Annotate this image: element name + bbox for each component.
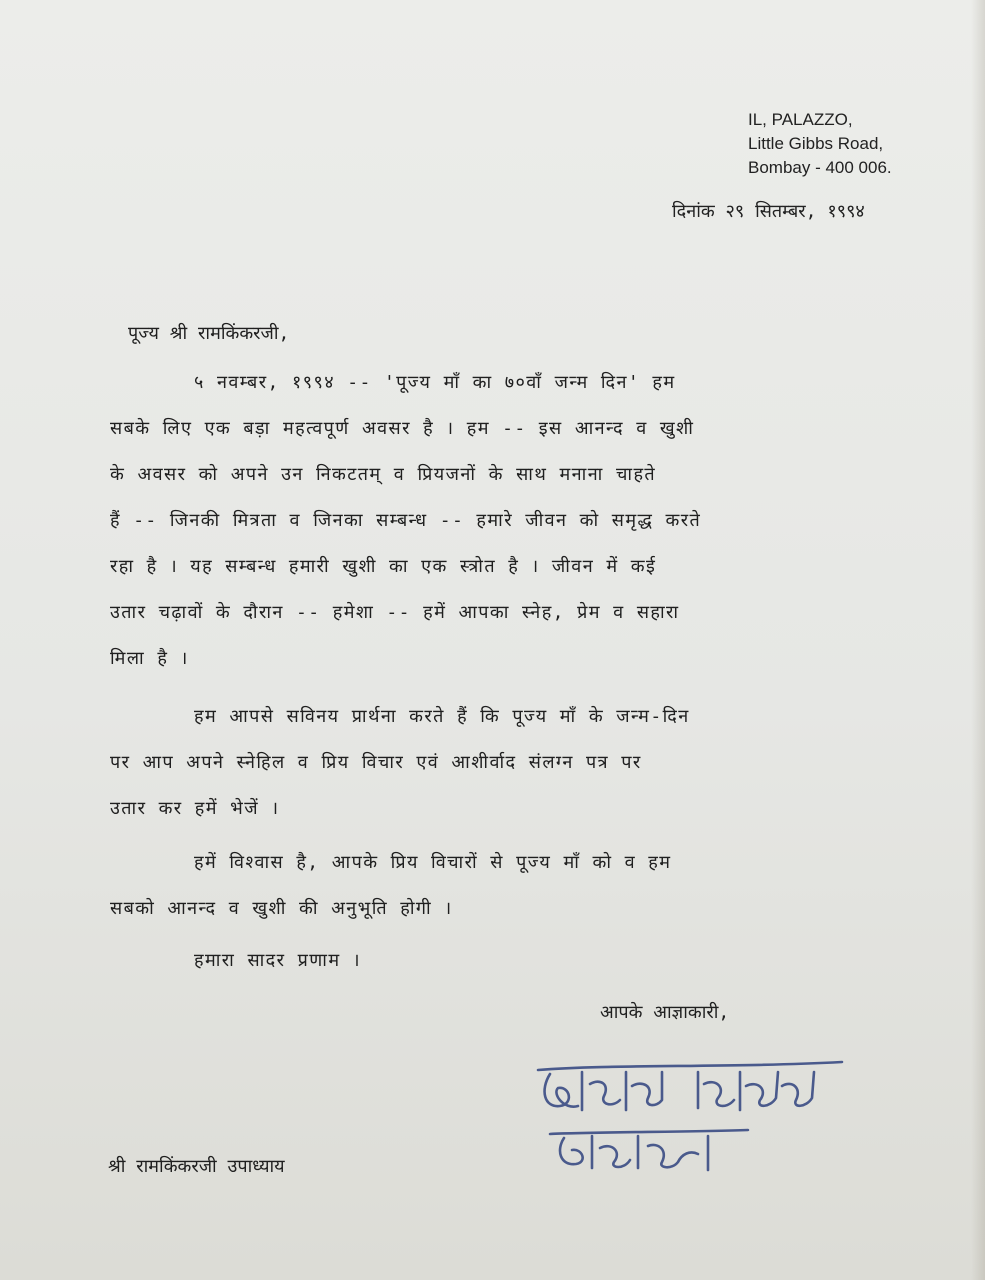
letter-body bbox=[110, 360, 855, 984]
body-line: उतार कर हमें भेजें । bbox=[110, 798, 280, 819]
body-line: सबको आनन्द व खुशी की अनुभूति होगी । bbox=[110, 898, 453, 919]
body-line: हमारा सादर प्रणाम । bbox=[194, 950, 361, 971]
body-line: पर आप अपने स्नेहिल व प्रिय विचार एवं आशीर्वाद संलग्न पत्र पर bbox=[110, 752, 642, 773]
closing-phrase: आपके आज्ञाकारी, bbox=[600, 1002, 730, 1023]
letterhead-line-1: IL, PALAZZO, bbox=[748, 110, 853, 129]
body-line: हम आपसे सविनय प्रार्थना करते हैं कि पूज्य माँ के जन्म-दिन bbox=[194, 706, 690, 727]
letterhead-line-2: Little Gibbs Road, bbox=[748, 134, 884, 153]
body-line: सबके लिए एक बड़ा महत्वपूर्ण अवसर है । हम -- इस आनन्द व खुशी bbox=[110, 418, 695, 439]
salutation: पूज्य श्री रामकिंकरजी, bbox=[128, 323, 290, 344]
body-line: रहा है । यह सम्बन्ध हमारी खुशी का एक स्त्रोत है । जीवन में कई bbox=[110, 556, 657, 577]
body-line: हैं -- जिनकी मित्रता व जिनका सम्बन्ध -- हमारे जीवन को समृद्ध करते bbox=[110, 510, 702, 531]
body-line: के अवसर को अपने उन निकटतम् व प्रियजनों के साथ मनाना चाहते bbox=[110, 464, 657, 485]
recipient-name: श्री रामकिंकरजी उपाध्याय bbox=[108, 1156, 285, 1177]
body-line: उतार चढ़ावों के दौरान -- हमेशा -- हमें आपका स्नेह, प्रेम व सहारा bbox=[110, 602, 680, 623]
letterhead-address bbox=[748, 108, 968, 180]
body-line: मिला है । bbox=[110, 648, 189, 669]
handwritten-signature bbox=[530, 1050, 860, 1180]
page-edge-shadow bbox=[971, 0, 985, 1280]
letterhead-line-3: Bombay - 400 006. bbox=[748, 158, 892, 177]
body-line: ५ नवम्बर, १९९४ -- 'पूज्य माँ का ७०वाँ जन्म दिन' हम bbox=[194, 372, 676, 393]
letter-date: दिनांक २९ सितम्बर, १९९४ bbox=[672, 201, 865, 222]
body-line: हमें विश्वास है, आपके प्रिय विचारों से पूज्य माँ को व हम bbox=[194, 852, 672, 873]
